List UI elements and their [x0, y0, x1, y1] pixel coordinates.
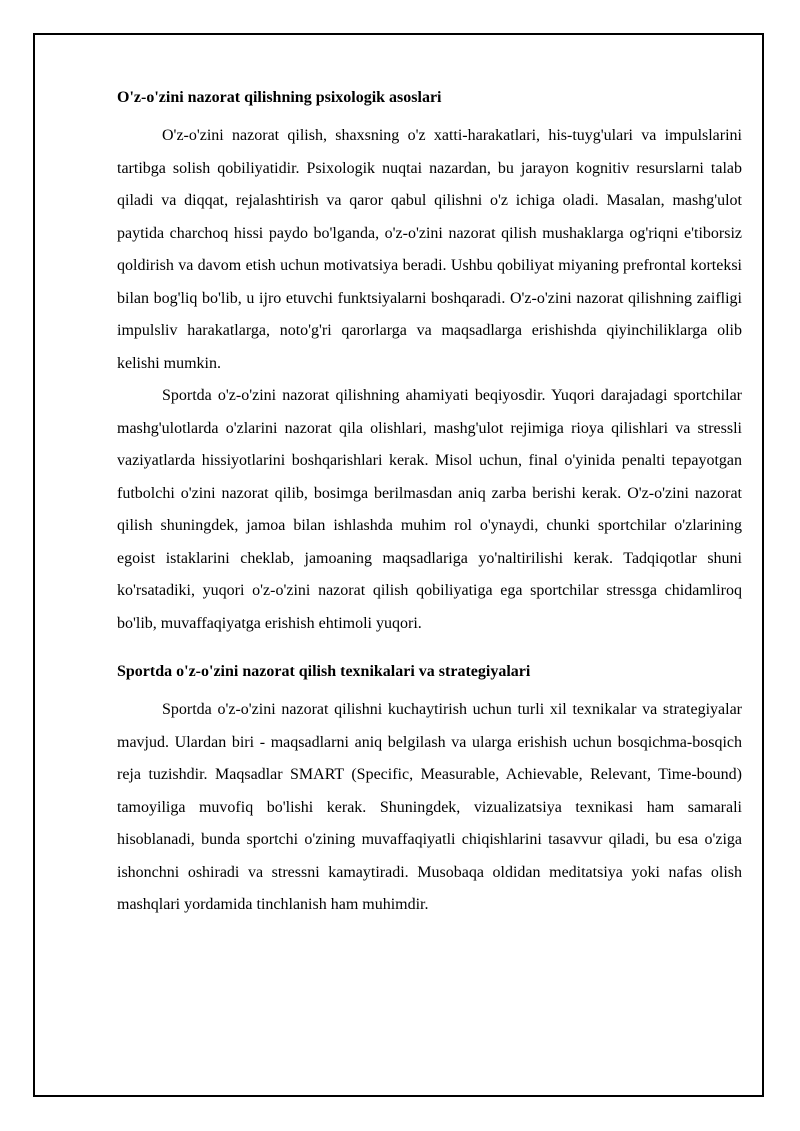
document-body — [117, 86, 742, 922]
paragraph-self-control-in-sport: Sportda o'z-o'zini nazorat qilishning ahamiyati beqiyosdir. Yuqori darajadagi sportchilar mashg'ulotlarda o'zlarini nazorat qila olishlari, mashg'ulot rejimiga rioya qilishlari va stressli vaziyatlarda hissiyotlarini boshqarishlari kerak. Misol uchun, final o'yinida penalti tepayotgan futbolchi o'zini nazorat qilib, bosimga berilmasdan aniq zarba berishi kerak. O'z-o'zini nazorat qilish shuningdek, jamoa bilan ishlashda muhim rol o'ynaydi, chunki sportchilar o'zlarining egoist istaklarini cheklab, jamoaning maqsadlariga yo'naltirilishi kerak. Tadqiqotlar shuni ko'rsatadiki, yuqori o'z-o'zini nazorat qilish qobiliyatiga ega sportchilar stressga chidamliroq bo'lib, muvaffaqiyatga erishish ehtimoli yuqori. — [117, 387, 742, 632]
section-heading-psychological-basis: O'z-o'zini nazorat qilishning psixologik asoslari — [117, 89, 442, 106]
paragraph-self-control-definition: O'z-o'zini nazorat qilish, shaxsning o'z xatti-harakatlari, his-tuyg'ulari va impulslarini tartibga solish qobiliyatidir. Psixologik nuqtai nazardan, bu jarayon kognitiv resurslarni talab qiladi va diqqat, rejalashtirish va qaror qabul qilishni o'z ichiga oladi. Masalan, mashg'ulot paytida charchoq hissi paydo bo'lganda, o'z-o'zini nazorat qilish mushaklarga og'riqni e'tiborsiz qoldirish va davom etish uchun motivatsiya beradi. Ushbu qobiliyat miyaning prefrontal korteksi bilan bog'liq bo'lib, u ijro etuvchi funktsiyalarni boshqaradi. O'z-o'zini nazorat qilishning zaifligi impulsliv harakatlarga, noto'g'ri qarorlarga va maqsadlarga erishishda qiyinchiliklarga olib kelishi mumkin. — [117, 127, 742, 372]
section-heading-techniques: Sportda o'z-o'zini nazorat qilish texnikalari va strategiyalari — [117, 663, 531, 680]
paragraph-techniques-strategies: Sportda o'z-o'zini nazorat qilishni kuchaytirish uchun turli xil texnikalar va strategiyalar mavjud. Ulardan biri - maqsadlarni aniq belgilash va ularga erishish uchun bosqichma-bosqich reja tuzishdir. Maqsadlar SMART (Specific, Measurable, Achievable, Relevant, Time-bound) tamoyiliga muvofiq bo'lishi kerak. Shuningdek, vizualizatsiya texnikasi ham samarali hisoblanadi, bunda sportchi o'zining muvaffaqiyatli chiqishlarini tasavvur qiladi, bu esa o'ziga ishonchni oshiradi va stressni kamaytiradi. Musobaqa oldidan meditatsiya yoki nafas olish mashqlari yordamida tinchlanish ham muhimdir. — [117, 701, 742, 913]
